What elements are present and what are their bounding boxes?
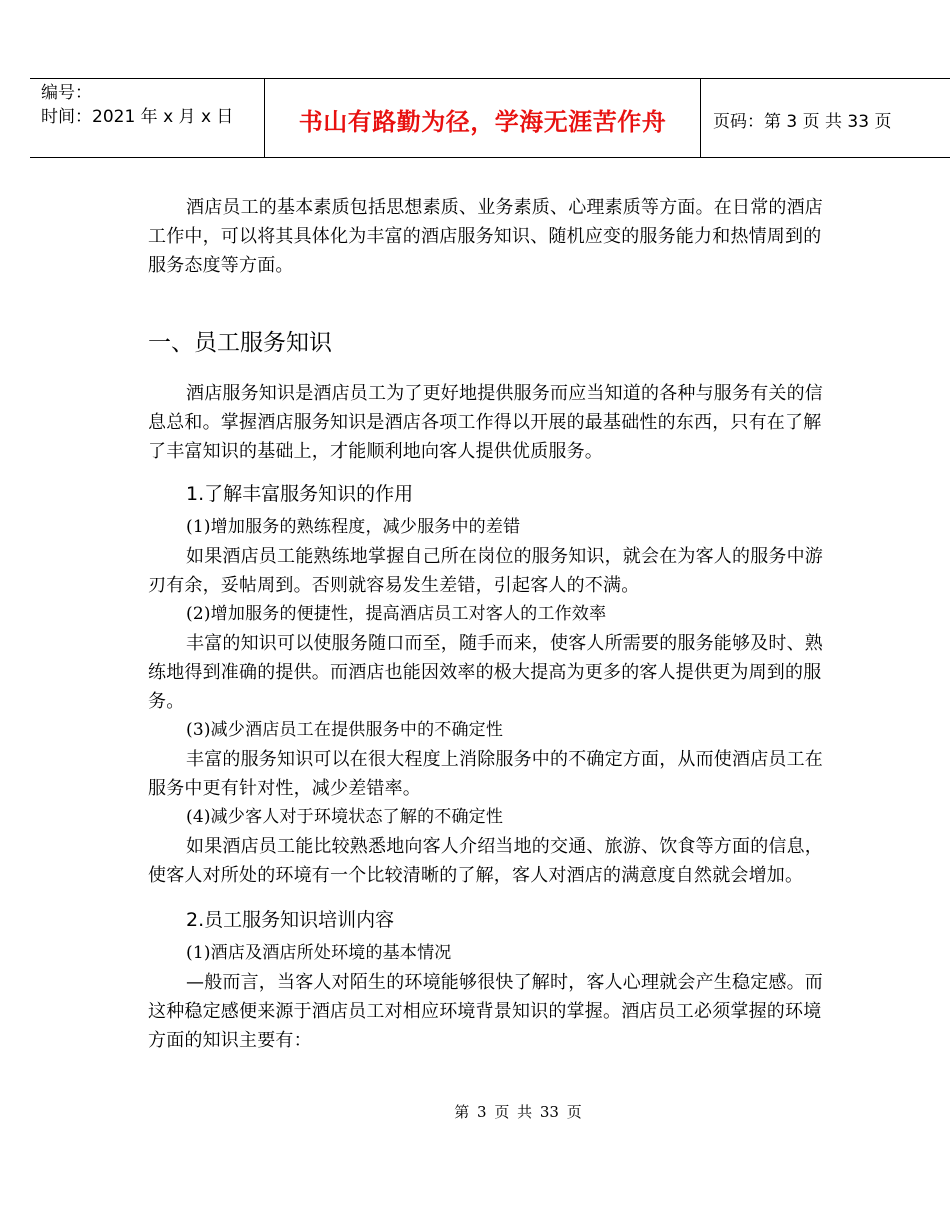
document-body	[148, 193, 838, 1055]
item-heading: (1)酒店及酒店所处环境的基本情况	[186, 943, 452, 963]
header-page-cell	[701, 79, 950, 157]
item-heading: (2)增加服务的便捷性，提高酒店员工对客人的工作效率	[186, 604, 607, 624]
item-heading: (3)减少酒店员工在提供服务中的不确定性	[186, 720, 504, 740]
intro-paragraph: 酒店员工的基本素质包括思想素质、业务素质、心理素质等方面。在日常的酒店工作中，可以将其具体化为丰富的酒店服务知识、随机应变的服务能力和热情周到的服务态度等方面。	[148, 197, 823, 276]
item-body: —般而言，当客人对陌生的环境能够很快了解时，客人心理就会产生稳定感。而这种稳定感便来源于酒店员工对相应环境背景知识的掌握。酒店员工必须掌握的环境方面的知识主要有：	[148, 972, 823, 1051]
item-body: 如果酒店员工能比较熟悉地向客人介绍当地的交通、旅游、饮食等方面的信息，使客人对所处的环境有一个比较清晰的了解，客人对酒店的满意度自然就会增加。	[148, 836, 823, 886]
code-label: 编号：	[41, 83, 92, 103]
header-meta-cell	[30, 79, 265, 157]
item-body: 如果酒店员工能熟练地掌握自己所在岗位的服务知识，就会在为客人的服务中游刃有余，妥帖周到。否则就容易发生差错，引起客人的不满。	[148, 546, 823, 596]
page-info: 页码：第 3 页 共 33 页	[713, 112, 892, 132]
item-body: 丰富的服务知识可以在很大程度上消除服务中的不确定方面，从而使酒店员工在服务中更有针对性，减少差错率。	[148, 749, 823, 799]
item-heading: (4)减少客人对于环境状态了解的不确定性	[186, 807, 504, 827]
section-title: 一、员工服务知识	[148, 330, 332, 356]
motto: 书山有路勤为径，学海无涯苦作舟	[298, 108, 667, 136]
subsection-title: 2.员工服务知识培训内容	[186, 909, 395, 931]
page-footer: 第 3 页 共 33 页	[454, 1103, 582, 1121]
item-heading: (1)增加服务的熟练程度，减少服务中的差错	[186, 517, 521, 537]
section-paragraph: 酒店服务知识是酒店员工为了更好地提供服务而应当知道的各种与服务有关的信息总和。掌握酒店服务知识是酒店各项工作得以开展的最基础性的东西，只有在了解了丰富知识的基础上，才能顺利地向客人提供优质服务。	[148, 383, 823, 462]
date-line: 时间：2021 年 x 月 x 日	[41, 107, 234, 127]
subsection-title: 1.了解丰富服务知识的作用	[186, 483, 414, 505]
document-header	[30, 78, 950, 158]
header-motto-cell	[265, 79, 701, 157]
item-body: 丰富的知识可以使服务随口而至，随手而来，使客人所需要的服务能够及时、熟练地得到准确的提供。而酒店也能因效率的极大提高为更多的客人提供更为周到的服务。	[148, 633, 823, 712]
